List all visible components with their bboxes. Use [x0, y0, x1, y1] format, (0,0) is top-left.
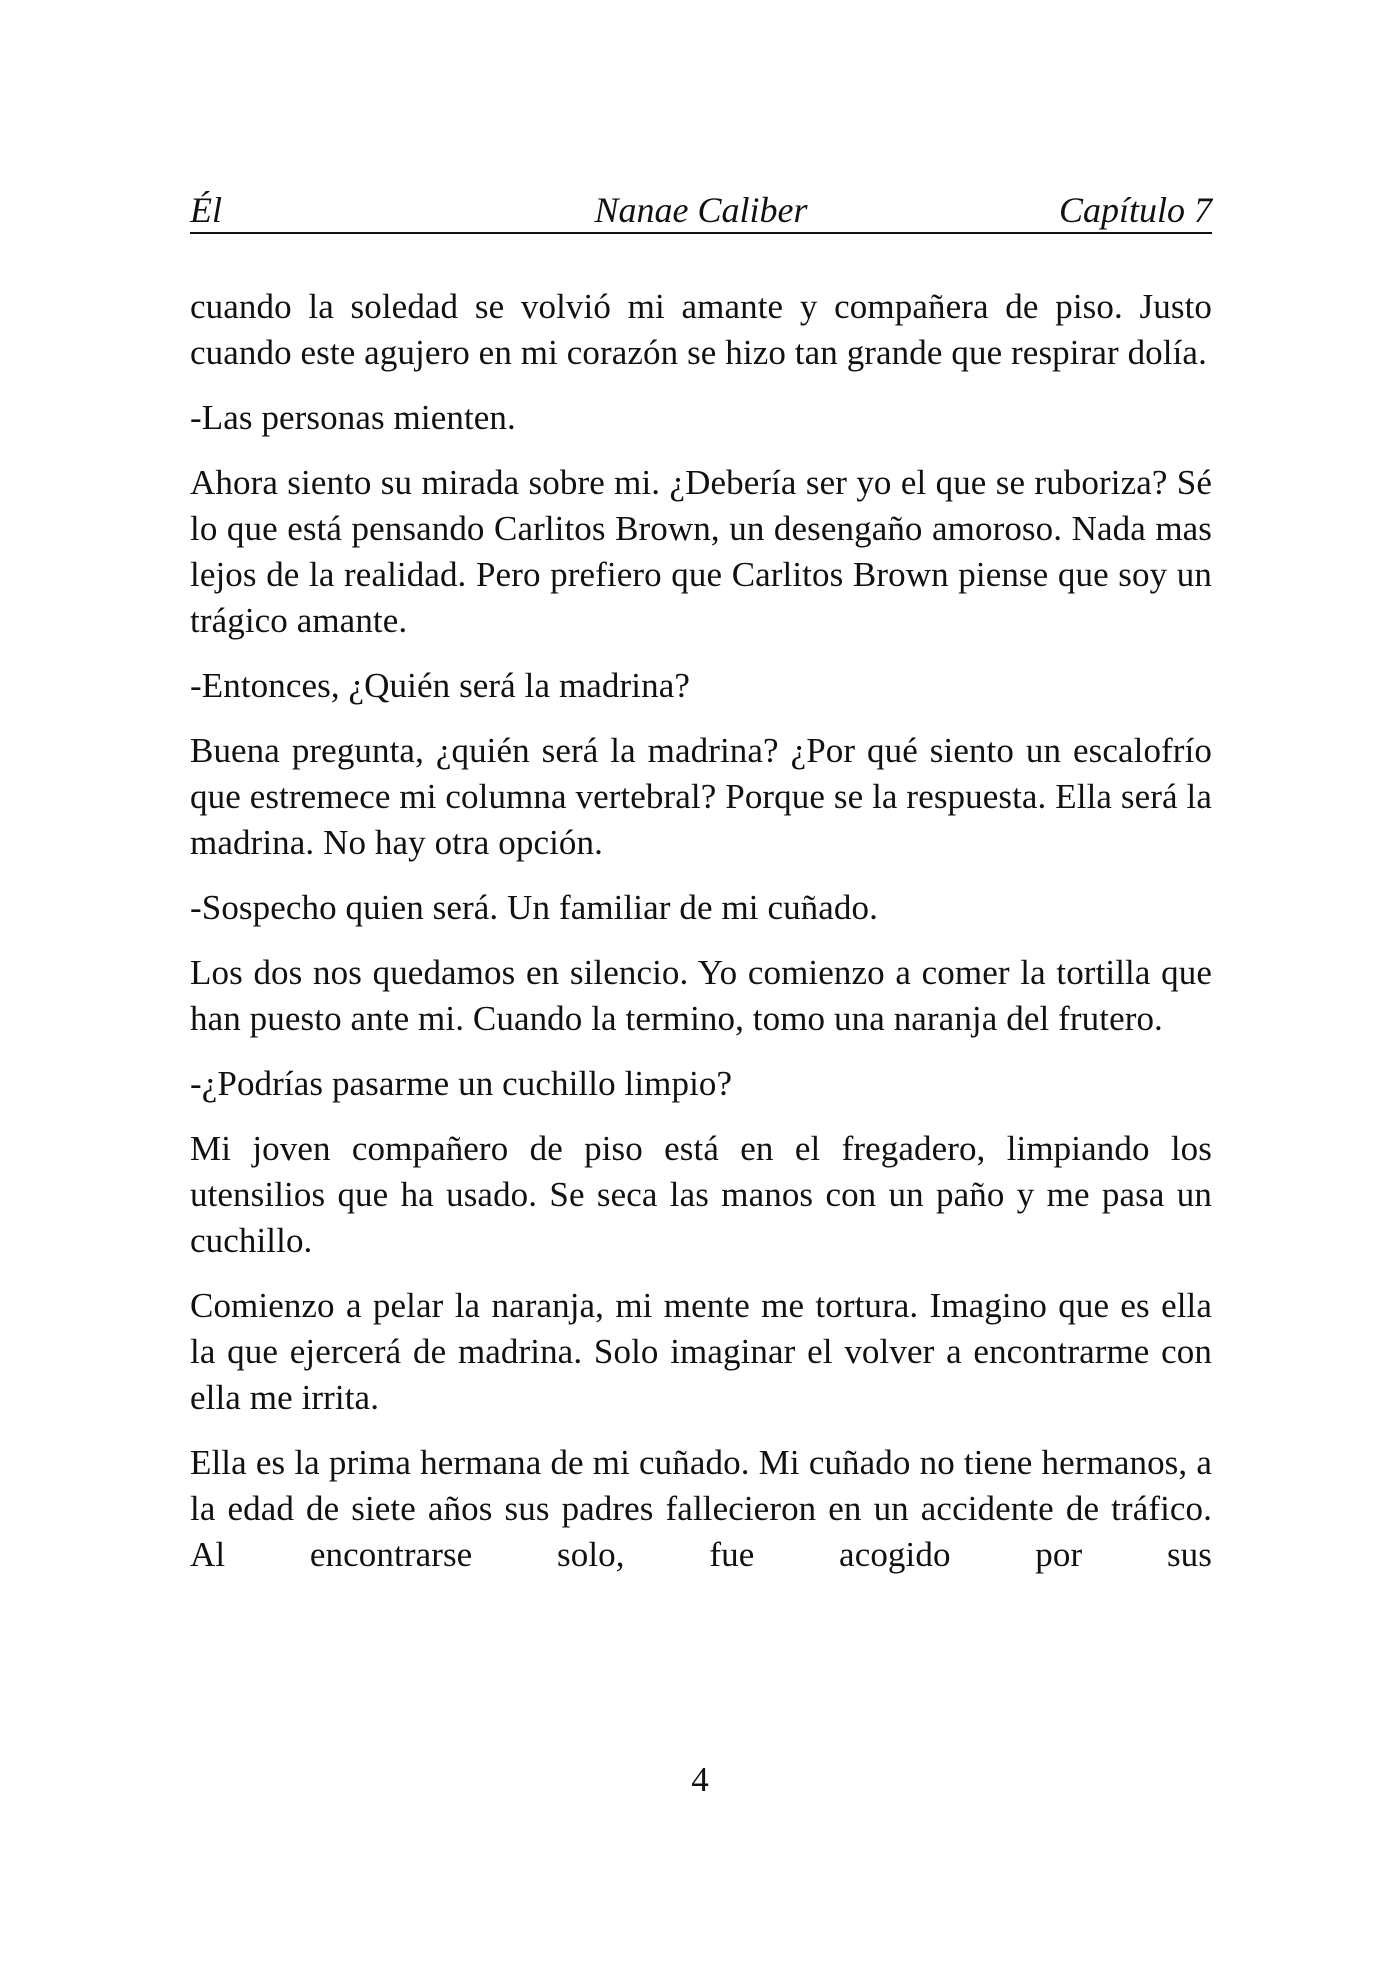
- dialogue-line: -Sospecho quien será. Un familiar de mi cuñado.: [190, 888, 878, 927]
- body-text: [190, 284, 1212, 1578]
- paragraph: Comienzo a pelar la naranja, mi mente me tortura. Imagino que es ella la que ejercerá de madrina. Solo imaginar el volver a encontrarme con ella me irrita.: [190, 1286, 1212, 1417]
- paragraph: Ahora siento su mirada sobre mi. ¿Debería ser yo el que se ruboriza? Sé lo que está pensando Carlitos Brown, un desengaño amoroso. Nada mas lejos de la realidad. Pero prefiero que Carlitos Brown piense que soy un trágico amante.: [190, 463, 1212, 640]
- dialogue-line: -Entonces, ¿Quién será la madrina?: [190, 666, 690, 705]
- paragraph: Mi joven compañero de piso está en el fregadero, limpiando los utensilios que ha usado. Se seca las manos con un paño y me pasa un cuchillo.: [190, 1129, 1212, 1260]
- running-header: [190, 192, 1212, 234]
- header-author: Nanae Caliber: [594, 190, 808, 230]
- paragraph: cuando la soledad se volvió mi amante y compañera de piso. Justo cuando este agujero en mi corazón se hizo tan grande que respirar dolía.: [190, 287, 1212, 372]
- paragraph: Buena pregunta, ¿quién será la madrina? ¿Por qué siento un escalofrío que estremece mi columna vertebral? Porque se la respuesta. Ella será la madrina. No hay otra opción.: [190, 731, 1212, 862]
- dialogue-line: -Las personas mienten.: [190, 398, 516, 437]
- header-chapter: Capítulo 7: [1058, 190, 1212, 230]
- paragraph: Los dos nos quedamos en silencio. Yo comienzo a comer la tortilla que han puesto ante mi. Cuando la termino, tomo una naranja del frutero.: [190, 953, 1212, 1038]
- page-number: 4: [691, 1760, 709, 1799]
- dialogue-line: -¿Podrías pasarme un cuchillo limpio?: [190, 1064, 733, 1103]
- paragraph: Ella es la prima hermana de mi cuñado. Mi cuñado no tiene hermanos, a la edad de siete años sus padres fallecieron en un accidente de tráfico. Al encontrarse solo, fue acogido por sus: [190, 1443, 1212, 1574]
- header-title: Él: [190, 190, 222, 230]
